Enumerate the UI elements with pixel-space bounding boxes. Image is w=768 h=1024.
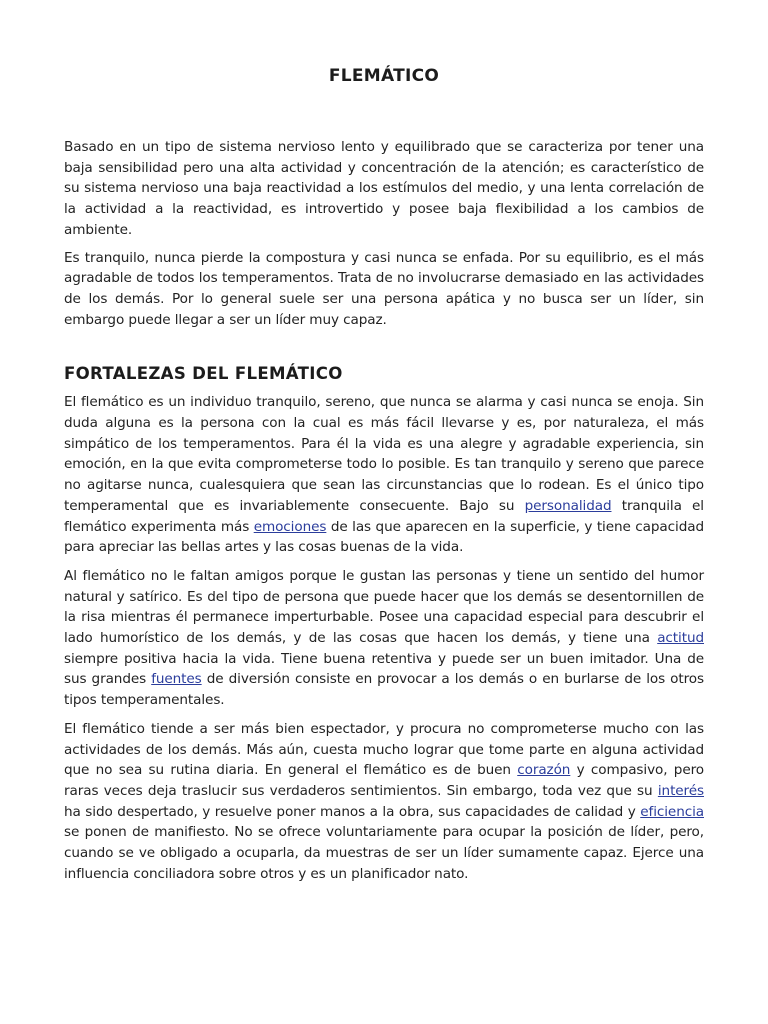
link-corazon[interactable]: corazón [517,762,571,779]
link-interes[interactable]: interés [657,782,704,799]
intro-paragraph-2: Es tranquilo, nunca pierde la compostura y casi nunca se enfada. Por su equilibrio, es el más agradable de todos los temperamentos. Trata de no involucrarse demasiado en las actividades de los demás. Por lo general suele ser una persona apática y no busca ser un líder, sin embargo puede llegar a ser un líder muy capaz. [64,249,704,328]
paragraph-text: ha sido despertado, y resuelve poner manos a la obra, sus capacidades de calidad y [64,803,641,820]
document-page [64,0,704,885]
paragraph-text: Al flemático no le faltan amigos porque le gustan las personas y tiene un sentido del humor natural y satírico. Es del tipo de persona que puede hacer que los demás se desentornillen de la risa mientras él permanece imperturbable. Posee una capacidad especial para descubrir el lado humorístico de los demás, y de las cosas que hacen los demás, y tiene una [64,567,704,647]
paragraph-text: y compasivo, pero raras veces deja traslucir sus verdaderos sentimientos. Sin embargo, toda vez que su [64,762,704,799]
link-emociones[interactable]: emociones [253,518,327,535]
body-paragraph-2 [64,566,704,711]
page-title: FLEMÁTICO [328,66,440,86]
intro-paragraph-1: Basado en un tipo de sistema nervioso lento y equilibrado que se caracteriza por tener una baja sensibilidad pero una alta actividad y concentración de la atención; es característico de su sistema nervioso una baja reactividad a los estímulos del medio, y una lenta correlación de la actividad a la reactividad, es introvertido y posee baja flexibilidad a los cambios de ambiente. [64,139,704,238]
body-paragraph-3 [64,719,704,885]
paragraph-text: tranquila el flemático experimenta más [64,497,704,535]
body-paragraph-1 [64,392,704,558]
section-heading-fortalezas: FORTALEZAS DEL FLEMÁTICO [64,364,343,384]
paragraph-text: de diversión consiste en provocar a los demás o en burlarse de los otros tipos temperamentales. [64,671,704,709]
paragraph-text: El flemático es un individuo tranquilo, sereno, que nunca se alarma y casi nunca se enoja. Sin duda alguna es la persona con la cual es más fácil llevarse y es, por naturaleza, el más simpático de los temperamentos. Para él la vida es una alegre y agradable experiencia, sin emoción, en la que evita comprometerse todo lo posible. Es tan tranquilo y sereno que parece no agitarse nunca, cualesquiera que sean las circunstancias que lo rodean. Es el único tipo temperamental que es invariablemente consecuente. Bajo su [64,394,704,514]
link-personalidad[interactable]: personalidad [524,497,612,514]
paragraph-text: de las que aparecen en la superficie, y tiene capacidad para apreciar las bellas artes y las cosas buenas de la vida. [64,518,704,556]
paragraph-text: se ponen de manifiesto. No se ofrece voluntariamente para ocupar la posición de líder, pero, cuando se ve obligado a ocuparla, da muestras de ser un líder sumamente capaz. Ejerce una influencia conciliadora sobre otros y es un planificador nato. [64,824,704,882]
link-actitud[interactable]: actitud [657,630,704,647]
link-fuentes[interactable]: fuentes [151,671,202,688]
paragraph-text: siempre positiva hacia la vida. Tiene buena retentiva y puede ser un buen imitador. Una de sus grandes [64,650,704,688]
link-eficiencia[interactable]: eficiencia [640,803,704,820]
paragraph-text: El flemático tiende a ser más bien espectador, y procura no comprometerse mucho con las actividades de los demás. Más aún, cuesta mucho lograr que tome parte en alguna actividad que no sea su rutina diaria. En general el flemático es de buen [64,720,704,779]
